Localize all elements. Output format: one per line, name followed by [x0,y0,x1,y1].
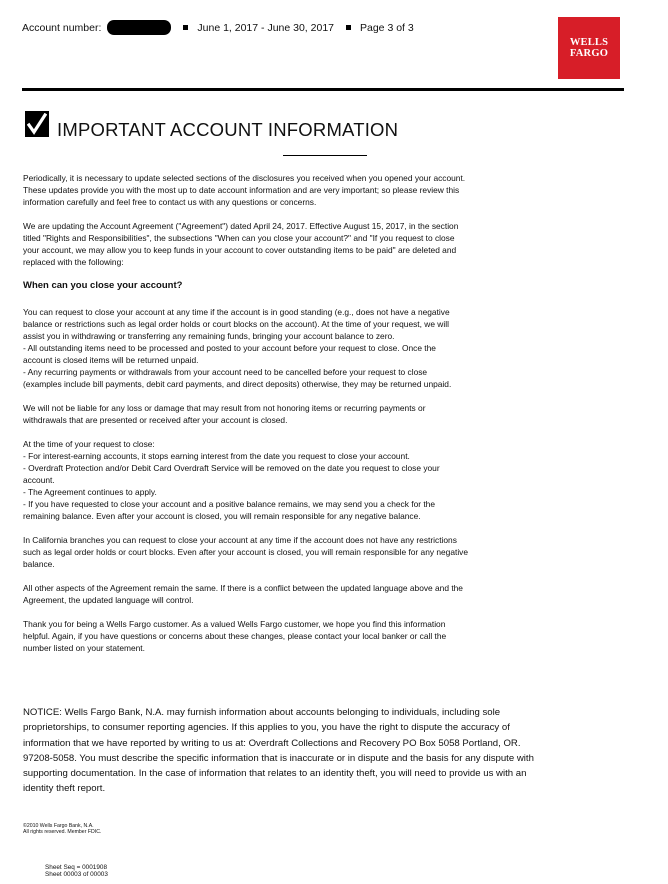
text-line: Thank you for being a Wells Fargo customer. As a valued Wells Fargo customer, we hope you find this information [23,619,446,629]
intro-paragraph [23,172,488,208]
thanks-paragraph [23,618,488,654]
sheet-sequence [45,864,108,878]
text-line: At the time of your request to close: [23,439,155,449]
section-subheading: When can you close your account? [23,280,183,291]
text-line: information carefully and feel free to contact us with any questions or concerns. [23,197,317,207]
text-line: Agreement, the updated language will control. [23,595,194,605]
text-line: your account, we may allow you to keep funds in your account to cover outstanding items to be paid" are deleted and [23,245,457,255]
page-indicator: Page 3 of 3 [360,21,414,34]
text-line: All rights reserved. Member FDIC. [23,829,102,835]
other-aspects-paragraph [23,582,488,606]
text-line: - Any recurring payments or withdrawals from your account need to be cancelled before your request to close [23,367,428,377]
text-line: ©2010 Wells Fargo Bank, N.A. [23,823,94,829]
text-line: identity theft report. [23,783,106,795]
text-line: balance or restrictions such as legal order holds or court blocks on the account). At the time of your request, we will [23,319,449,329]
text-line: We will not be liable for any loss or damage that may result from not honoring items or recurring payments or [23,403,426,413]
at-time-paragraph [23,438,488,522]
liability-paragraph [23,402,488,426]
text-line: proprietorships, to consumer reporting agencies. If this applies to you, you have the right to dispute the accuracy of [23,722,510,734]
copyright-note [23,823,101,835]
statement-header [22,20,414,35]
bullet-square-icon [183,25,188,30]
text-line: helpful. Again, if you have questions or concerns about these changes, please contact your local banker or call the [23,631,447,641]
text-line: balance. [23,559,55,569]
title-underline [283,155,367,156]
update-paragraph [23,220,488,268]
text-line: remaining balance. Even after your account is closed, you will remain responsible for any negative balance. [23,511,421,521]
text-line: number listed on your statement. [23,643,145,653]
text-line: Sheet Seq = 0001908 [45,864,108,871]
close-account-paragraph [23,306,488,390]
text-line: withdrawals that are presented or received after your account is closed. [23,415,288,425]
wells-fargo-logo [558,17,620,79]
text-line: - The Agreement continues to apply. [23,487,157,497]
text-line: (examples include bill payments, debit card payments, and direct deposits) otherwise, they may be returned unpaid. [23,379,452,389]
text-line: information that we have reported by writing to us at: Overdraft Collections and Recovery PO Box 5058 Portland, OR. [23,737,521,749]
text-line: Sheet 00003 of 00003 [45,871,108,878]
notice-paragraph [23,705,613,797]
text-line: replaced with the following: [23,257,124,267]
checkmark-icon [25,111,49,137]
redacted-account-number [107,20,171,35]
text-line: supporting documentation. In the case of information that relates to an identity theft, you will need to provide us with an [23,768,527,780]
statement-period: June 1, 2017 - June 30, 2017 [197,21,334,34]
text-line: - All outstanding items need to be processed and posted to your account before your request to close. Once the [23,343,436,353]
text-line: - For interest-earning accounts, it stops earning interest from the date you request to close your account. [23,451,410,461]
page-title: IMPORTANT ACCOUNT INFORMATION [57,119,399,140]
text-line: We are updating the Account Agreement ("Agreement") dated April 24, 2017. Effective August 15, 2017, in the section [23,221,459,231]
text-line: - If you have requested to close your account and a positive balance remains, we may send you a check for the [23,499,436,509]
logo-line-1: WELLS [569,37,609,48]
text-line: account. [23,475,55,485]
logo-line-2: FARGO [569,48,609,59]
text-line: titled "Rights and Responsibilities", the subsections "When can you close your account?" and "If you request to close [23,233,455,243]
text-line: You can request to close your account at any time if the account is in good standing (e.g., does not have a negative [23,307,450,317]
text-line: NOTICE: Wells Fargo Bank, N.A. may furnish information about accounts belonging to individuals, including sole [23,707,501,718]
text-line: All other aspects of the Agreement remain the same. If there is a conflict between the updated language above and the [23,583,463,593]
text-line: assist you in withdrawing or transferring any remaining funds, bringing your account balance to zero. [23,331,395,341]
text-line: such as legal order holds or court blocks. Even after your account is closed, you will remain responsible for any negative [23,547,469,557]
text-line: account is closed items will be returned unpaid. [23,355,199,365]
text-line: - Overdraft Protection and/or Debit Card Overdraft Service will be removed on the date you request to close your [23,463,440,473]
text-line: In California branches you can request to close your account at any time if the account does not have any restrictions [23,535,457,545]
account-number-label: Account number: [22,21,102,34]
california-paragraph [23,534,488,570]
text-line: Periodically, it is necessary to update selected sections of the disclosures you received when you opened your account. [23,173,466,183]
header-divider [22,88,624,91]
bullet-square-icon [346,25,351,30]
text-line: These updates provide you with the most up to date account information and are very important; so please review this [23,185,460,195]
text-line: 97208-5058. You must describe the specific information that is inaccurate or in dispute and the basis for any dispute with [23,752,534,764]
disclosure-body [23,172,488,666]
